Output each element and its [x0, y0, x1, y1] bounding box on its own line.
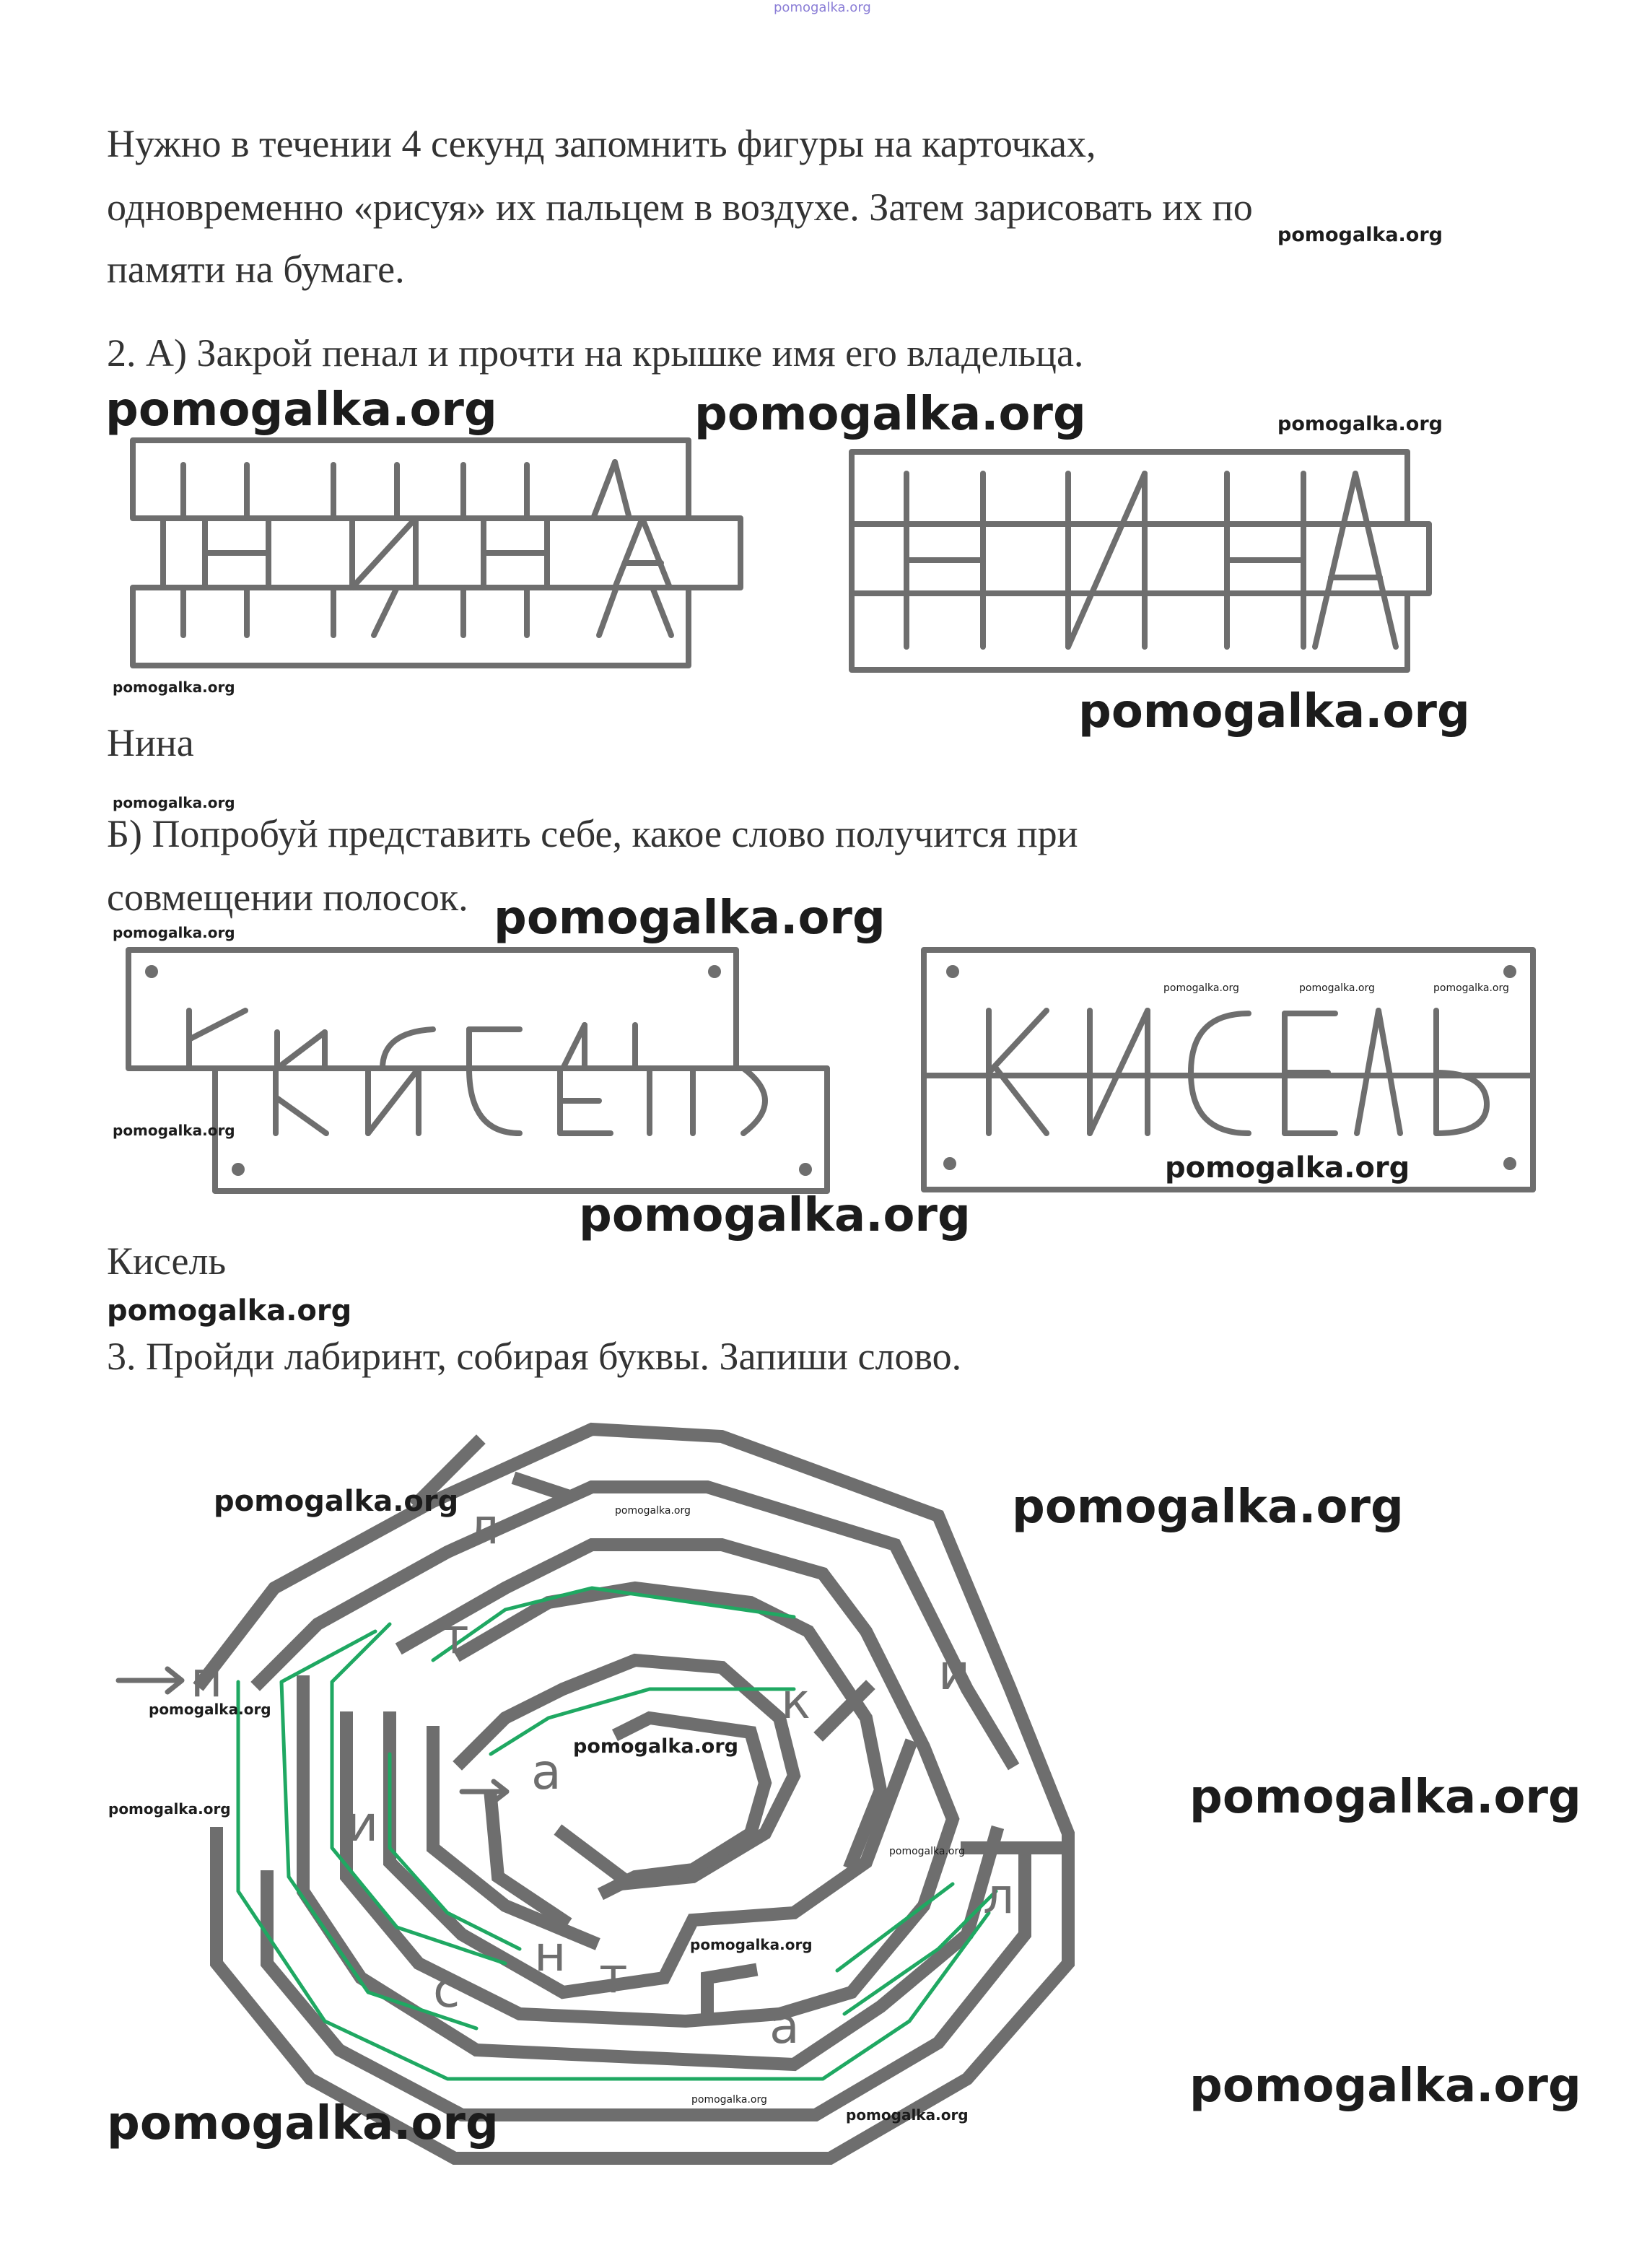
- strips-misaligned-figure: [128, 950, 827, 1191]
- watermark: pomogalka.org: [1165, 1151, 1410, 1185]
- maze-letter-p: п: [191, 1652, 223, 1709]
- task2-b-answer: Кисель: [107, 1239, 227, 1283]
- watermark: pomogalka.org: [113, 794, 235, 811]
- watermark: pomogalka.org: [1433, 982, 1509, 994]
- task2-a-question: 2. А) Закрой пенал и прочти на крышке имя его владельца.: [107, 331, 1084, 375]
- watermark: pomogalka.org: [573, 1735, 738, 1758]
- watermark: pomogalka.org: [149, 1701, 271, 1718]
- watermark: pomogalka.org: [1277, 413, 1443, 435]
- intro-line-3: памяти на бумаге.: [107, 248, 405, 291]
- header-watermark: pomogalka.org: [774, 0, 871, 15]
- watermark: pomogalka.org: [1078, 685, 1470, 738]
- watermark: pomogalka.org: [113, 924, 235, 941]
- pencil-case-aligned-figure: [852, 452, 1429, 670]
- maze-letter-i2: и: [346, 1796, 379, 1853]
- watermark: pomogalka.org: [691, 2094, 767, 2106]
- maze-letter-t2: т: [599, 1948, 628, 2005]
- intro-line-1: Нужно в течении 4 секунд запомнить фигуры на карточках,: [107, 122, 1096, 165]
- watermark: pomogalka.org: [113, 1122, 235, 1139]
- watermark: pomogalka.org: [108, 1800, 231, 1818]
- watermark: pomogalka.org: [1299, 982, 1375, 994]
- task2-b-question-line-1: Б) Попробуй представить себе, какое слово получится при: [107, 812, 1078, 855]
- watermark: pomogalka.org: [214, 1485, 459, 1518]
- watermark: pomogalka.org: [889, 1846, 965, 1857]
- watermark: pomogalka.org: [107, 1294, 352, 1327]
- watermark: pomogalka.org: [1189, 2059, 1581, 2113]
- watermark: pomogalka.org: [579, 1189, 971, 1242]
- watermark: pomogalka.org: [1189, 1771, 1581, 1824]
- maze-letter-k: к: [781, 1673, 811, 1730]
- watermark: pomogalka.org: [1277, 224, 1443, 246]
- maze-letter-n: н: [534, 1926, 567, 1983]
- watermark: pomogalka.org: [615, 1505, 691, 1517]
- watermark: pomogalka.org: [494, 891, 886, 945]
- maze-letter-s: с: [433, 1962, 460, 2019]
- maze-letter-i1: и: [938, 1644, 971, 1701]
- watermark: pomogalka.org: [113, 679, 235, 696]
- maze-entry-arrow: [118, 1669, 507, 1802]
- watermark: pomogalka.org: [846, 2106, 969, 2124]
- watermark: pomogalka.org: [1163, 982, 1239, 994]
- watermark: pomogalka.org: [105, 383, 497, 437]
- task2-b-question-line-2: совмещении полосок.: [107, 876, 468, 919]
- pencil-case-split-figure: [133, 440, 740, 666]
- watermark: pomogalka.org: [1012, 1480, 1404, 1534]
- watermark: pomogalka.org: [690, 1936, 813, 1953]
- task2-a-answer: Нина: [107, 721, 194, 764]
- watermark: pomogalka.org: [107, 2097, 499, 2150]
- task3-question: 3. Пройди лабиринт, собирая буквы. Запиши слово.: [107, 1335, 962, 1378]
- maze-letter-a1: а: [531, 1744, 562, 1801]
- maze-letter-l2: л: [983, 1868, 1015, 1925]
- intro-line-2: одновременно «рисуя» их пальцем в воздухе. Затем зарисовать их по: [107, 186, 1253, 229]
- maze-letter-l1: л: [468, 1499, 499, 1556]
- maze-letter-a2: а: [769, 1998, 800, 2055]
- watermark: pomogalka.org: [694, 388, 1086, 441]
- maze-letter-t1: т: [440, 1608, 469, 1665]
